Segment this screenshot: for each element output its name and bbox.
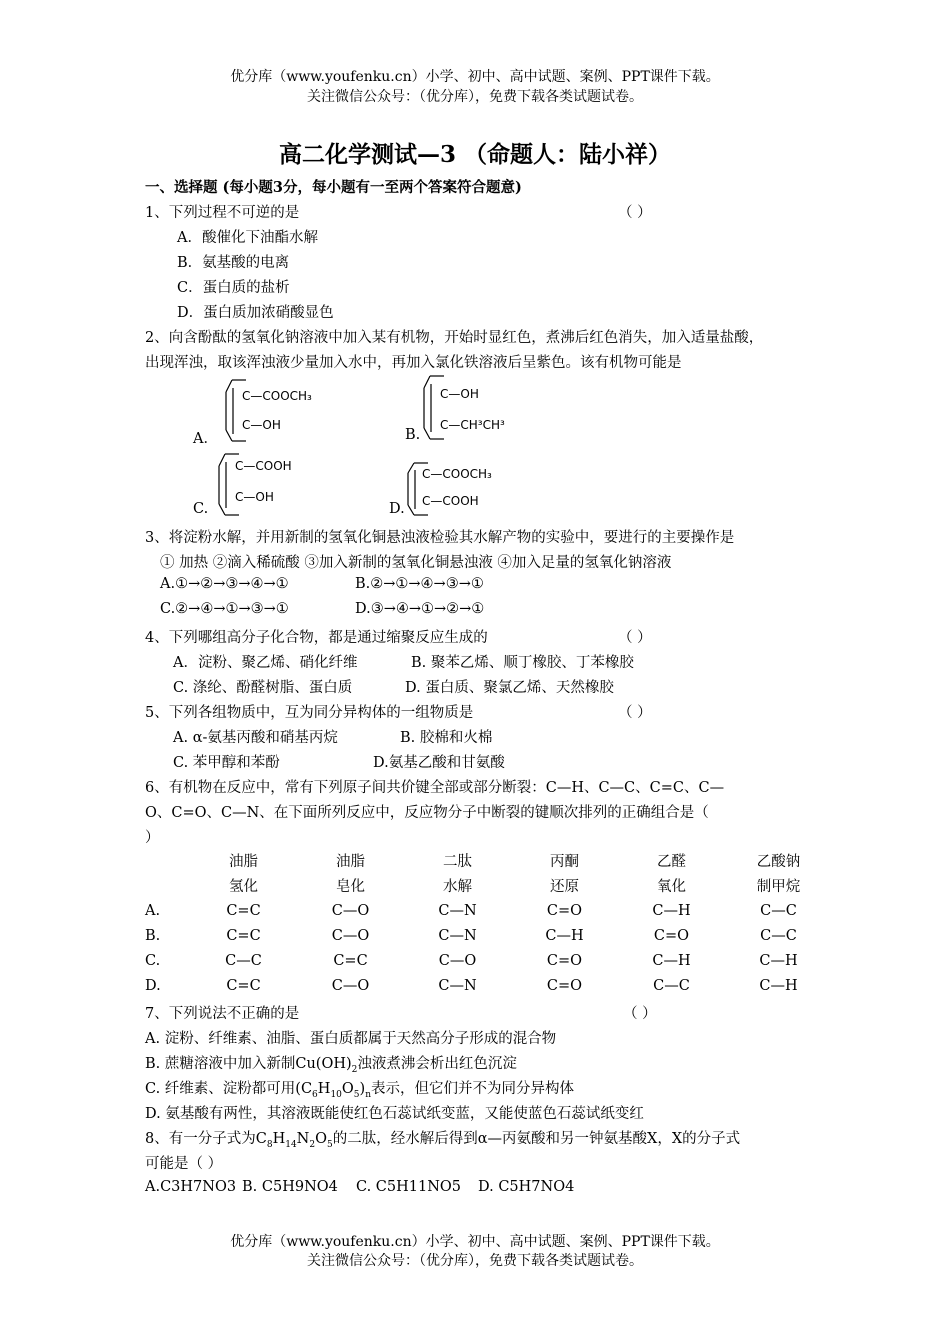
table-header-cell: 油脂 [229,854,258,870]
table-cell: C—O [438,952,477,969]
table-header-cell: 油脂 [336,854,365,870]
q2-structure-d [404,461,544,523]
table-cell: C=O [653,927,690,944]
q1-option-c: C．蛋白质的盐析 [177,280,290,296]
q2-b-group-1: C—OH [440,387,479,401]
table-cell: C—O [331,902,370,919]
q8-option-a: A.C3H7NO3 [145,1179,237,1195]
table-cell: C—O [331,927,370,944]
table-cell: C—O [331,977,370,994]
table-row [145,898,832,923]
q3-steps: ① 加热 ②滴入稀硫酸 ③加入新制的氢氧化铜悬浊液 ④加入足量的氢氧化钠溶液 [160,555,672,571]
table-cell: C=O [546,952,583,969]
q2-option-b-label: B. [405,427,421,443]
table-cell: C=O [546,977,583,994]
q7-stem: 7、下列说法不正确的是 [145,1006,300,1022]
q2-c-group-1: C—COOH [235,459,292,473]
q2-option-c-label: C. [193,501,209,517]
q1-option-b: B．氨基酸的电离 [177,255,290,271]
q1-option-a: A．酸催化下油酯水解 [177,230,318,246]
q2-a-group-1: C—COOCH₃ [242,389,312,403]
q5-option-c: C. 苯甲醇和苯酚 [173,755,280,771]
table-header-cell: 氢化 [229,879,258,895]
q6-stem-line-1: 6、有机物在反应中，常有下列原子间共价键全部或部分断裂：C—H、C—C、C=C、C— [145,780,725,796]
table-cell: C—C [225,952,262,969]
q2-option-a-label: A． [193,431,218,447]
q6-stem-line-3: ） [145,830,160,846]
q5-option-b: B. 胶棉和火棉 [400,730,493,746]
table-header-cell: 水解 [443,879,472,895]
table-cell: C—N [438,927,477,944]
q2-option-d-label: D. [389,501,405,517]
q4-option-a: A．淀粉、聚乙烯、硝化纤维 [173,655,358,671]
table-header-cell: 乙醛 [657,854,686,870]
table-header-cell: 还原 [550,879,579,895]
q1-option-d: D．蛋白质加浓硝酸显色 [177,305,334,321]
q2-structure-a [222,378,372,448]
table-cell: C—H [545,927,584,944]
table-cell: C—H [652,952,691,969]
q2-stem-line-1: 2、向含酚酞的氢氧化钠溶液中加入某有机物，开始时显红色，煮沸后红色消失，加入适量盐酸， [145,330,764,346]
header-line-2: 关注微信公众号：（优分库），免费下载各类试题试卷。 [307,89,643,105]
page-title: 高二化学测试—3 （命题人：陆小祥） [278,141,671,168]
q3-option-a: A.①→②→③→④→① [160,576,289,592]
row-label: D. [145,977,161,994]
q3-option-d: D.③→④→①→②→① [355,601,485,617]
q4-option-d: D. 蛋白质、聚氯乙烯、天然橡胶 [405,680,614,696]
table-cell: C=O [546,902,583,919]
table-header-cell: 皂化 [336,879,365,895]
q8-option-b: B. C5H9NO4 [242,1179,338,1195]
table-header-row [145,873,832,898]
table-cell: C=C [226,977,261,994]
table-cell: C—C [760,927,797,944]
table-cell: C—N [438,977,477,994]
footer-line-2: 关注微信公众号：（优分库），免费下载各类试题试卷。 [307,1253,643,1269]
table-cell: C—C [653,977,690,994]
q2-stem-line-2: 出现浑浊，取该浑浊液少量加入水中，再加入氯化铁溶液后呈紫色。该有机物可能是 [145,355,682,371]
q2-structure-c [215,452,345,522]
header-line-1: 优分库（www.youfenku.cn）小学、初中、高中试题、案例、PPT课件下载。 [230,69,720,85]
q5-stem: 5、下列各组物质中，互为同分异构体的一组物质是 [145,705,474,721]
q3-option-b: B.②→①→④→③→① [355,576,484,592]
table-cell: C—N [438,902,477,919]
q5-option-d: D.氨基乙酸和甘氨酸 [373,755,505,771]
table-cell: C—H [652,902,691,919]
table-header-cell: 氧化 [657,879,686,895]
q2-d-group-1: C—COOCH₃ [422,467,492,481]
q2-b-group-2: C—CH³CH³ [440,418,505,432]
table-row [145,948,832,973]
table-cell: C=C [226,902,261,919]
q8-option-d: D. C5H7NO4 [478,1179,575,1195]
table-cell: C—H [759,977,798,994]
q6-options-table [145,848,832,998]
q2-c-group-2: C—OH [235,490,274,504]
table-header-cell: 乙酸钠 [756,854,801,870]
q7-option-d: D. 氨基酸有两性，其溶液既能使红色石蕊试纸变蓝，又能使蓝色石蕊试纸变红 [145,1106,644,1122]
q6-stem-line-2: O、C=O、C—N、在下面所列反应中，反应物分子中断裂的键顺次排列的正确组合是（ [145,805,709,821]
q5-option-a: A. α-氨基丙酸和硝基丙烷 [173,730,338,746]
q2-a-group-2: C—OH [242,418,281,432]
table-row [145,973,832,998]
q8-stem-line-2: 可能是（ ） [145,1156,223,1172]
table-cell: C—H [759,952,798,969]
q3-option-c: C.②→④→①→③→① [160,601,289,617]
q5-answer-paren: （ ） [618,705,652,721]
row-label: C. [145,952,161,969]
table-cell: C=C [333,952,368,969]
q7-option-c: C. 纤维素、淀粉都可用$(C_6H_{10}O_5)_n$表示，但它们并不为同分异构体 [145,1081,574,1100]
q1-answer-paren: （ ） [618,205,652,221]
q4-option-b: B. 聚苯乙烯、顺丁橡胶、丁苯橡胶 [411,655,634,671]
table-row [145,923,832,948]
q4-answer-paren: （ ） [618,630,652,646]
q1-stem: 1、下列过程不可逆的是 [145,205,300,221]
q2-structure-b [420,374,560,446]
row-label: B. [145,927,161,944]
q2-d-group-2: C—COOH [422,494,479,508]
q3-stem: 3、将淀粉水解，并用新制的氢氧化铜悬浊液检验其水解产物的实验中，要进行的主要操作是 [145,530,735,546]
footer-line-1: 优分库（www.youfenku.cn）小学、初中、高中试题、案例、PPT课件下载。 [230,1234,720,1250]
table-cell: C=C [226,927,261,944]
table-header-cell: 二肽 [443,854,472,870]
table-cell: C—C [760,902,797,919]
row-label: A. [145,902,161,919]
q8-stem-line-1: 8、有一分子式为$C_8H_{14}N_2O_5$的二肽，经水解后得到α—丙氨酸和另一钟氨基酸X，X的分子式 [145,1131,741,1150]
table-header-cell: 丙酮 [550,854,579,870]
table-header-cell: 制甲烷 [756,879,801,895]
q7-answer-paren: （ ） [623,1006,657,1022]
q4-option-c: C. 涤纶、酚醛树脂、蛋白质 [173,680,353,696]
q4-stem: 4、下列哪组高分子化合物，都是通过缩聚反应生成的 [145,630,488,646]
q7-option-b: B. 蔗糖溶液中加入新制$Cu(OH)_2$浊液煮沸会析出红色沉淀 [145,1056,517,1075]
q8-option-c: C. C5H11NO5 [356,1179,462,1195]
table-header-row [145,848,832,873]
q7-option-a: A. 淀粉、纤维素、油脂、蛋白质都属于天然高分子形成的混合物 [145,1031,557,1047]
section-heading: 一、选择题 (每小题3分，每小题有一至两个答案符合题意) [145,179,522,196]
